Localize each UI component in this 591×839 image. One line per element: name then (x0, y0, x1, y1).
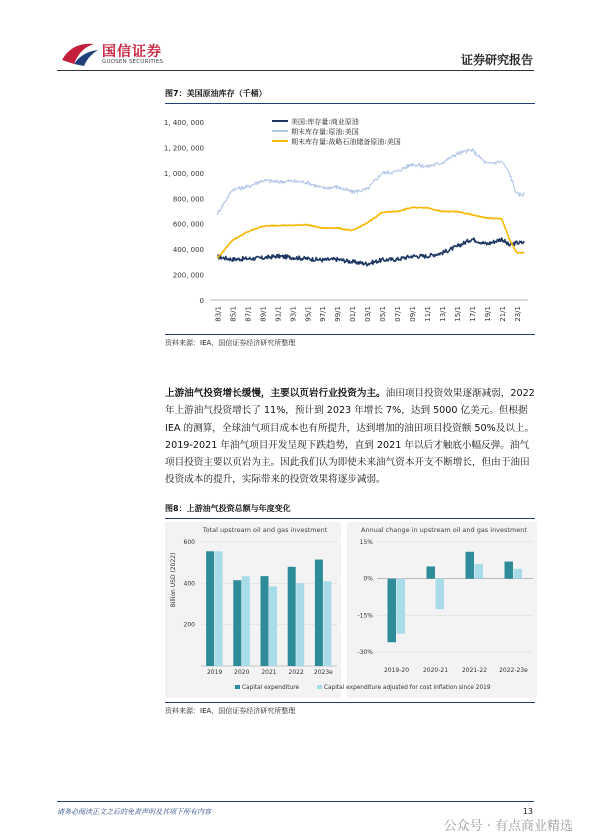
y-tick-label: 600 (183, 539, 195, 546)
figure7-source: 资料来源：IEA，国信证券经济研究所整理 (165, 339, 296, 347)
x-tick-label: 21/1 (498, 306, 507, 322)
bar (505, 562, 514, 579)
x-tick-label: 83/1 (214, 306, 223, 322)
bar (388, 579, 397, 643)
x-tick-label: 95/1 (304, 306, 313, 322)
bar (233, 580, 241, 666)
legend-swatch (317, 685, 322, 689)
x-tick-label: 99/1 (334, 306, 343, 322)
bar (436, 579, 445, 610)
legend-label: Capital expenditure adjusted for cost inflation since 2019 (324, 685, 491, 691)
legend-label: 期末库存量:原油:美国 (291, 128, 359, 136)
x-tick-label: 87/1 (244, 306, 253, 322)
x-tick-label: 2020 (234, 669, 250, 676)
figure7-bottom-rule (165, 334, 535, 335)
x-tick-label: 93/1 (289, 306, 298, 322)
x-tick-label: 2022-23e (499, 667, 528, 674)
x-tick-label: 07/1 (394, 306, 403, 322)
y-tick-label: -30% (357, 649, 373, 656)
page-number: 13 (522, 807, 533, 816)
y-tick-label: 0 (199, 297, 204, 305)
x-tick-label: 11/1 (423, 306, 432, 322)
x-tick-label: 85/1 (229, 306, 238, 322)
y-tick-label: 0% (363, 575, 373, 583)
x-tick-label: 2019 (206, 669, 223, 676)
legend-label: 美国:库存量:商业原油 (291, 118, 359, 126)
figure7-title-rule (165, 103, 535, 104)
figure8-source: 资料来源：IEA，国信证券经济研究所整理 (165, 707, 296, 715)
header-divider (57, 70, 534, 71)
bar (315, 560, 323, 666)
figure8-bar-charts (165, 522, 537, 698)
body-paragraph (165, 385, 535, 489)
bar (514, 569, 523, 579)
paragraph-lead: 上游油气投资增长缓慢，主要以页岩行业投资为主。 (165, 388, 386, 399)
y-tick-label: 400, 000 (172, 246, 204, 255)
x-tick-label: 19/1 (483, 306, 492, 322)
x-tick-label: 15/1 (453, 306, 462, 322)
x-tick-label: 13/1 (438, 306, 447, 322)
y-tick-label: 400 (183, 580, 195, 588)
bar (242, 576, 250, 666)
legend-swatch (235, 685, 240, 689)
y-tick-label: 600, 000 (172, 220, 204, 229)
x-tick-label: 09/1 (409, 306, 418, 322)
x-tick-label: 23/1 (513, 306, 522, 322)
x-tick-label: 03/1 (364, 306, 373, 322)
x-tick-label: 01/1 (349, 306, 358, 322)
x-tick-label: 97/1 (319, 306, 328, 322)
series-line (218, 149, 525, 215)
x-tick-label: 2021-22 (461, 667, 488, 674)
x-tick-label: 05/1 (379, 306, 388, 322)
bar (269, 586, 277, 666)
y-tick-label: 1, 200, 000 (163, 144, 204, 153)
left-chart-title: Total upstream oil and gas investment (202, 526, 328, 534)
bar (206, 551, 214, 666)
right-chart-title: Annual change in upstream oil and gas investment (361, 526, 527, 534)
x-tick-label: 2022 (288, 669, 304, 676)
y-tick-label: 200, 000 (172, 271, 204, 280)
guosen-logo-mark (60, 38, 100, 68)
x-tick-label: 17/1 (468, 306, 477, 322)
bar (261, 576, 269, 666)
y-tick-label: 200 (183, 621, 195, 629)
legend-label: 期末库存量:战略石油储备原油:美国 (291, 138, 401, 146)
figure7-line-chart (160, 106, 535, 334)
bar (323, 581, 331, 666)
footer-divider (57, 801, 534, 802)
bar (397, 579, 406, 634)
x-tick-label: 91/1 (274, 306, 283, 322)
bar (466, 552, 475, 579)
figure8-title-rule (165, 518, 535, 519)
x-tick-label: 2019-20 (383, 667, 410, 674)
y-tick-label: 1, 400, 000 (163, 119, 204, 127)
left-chart-ylabel: Billion USD (2022) (170, 552, 177, 608)
figure7-title: 图7：美国原油库存（千桶） (165, 89, 267, 98)
legend-label: Capital expenditure (242, 685, 300, 691)
paragraph-text: 油田项目投资效果逐渐减弱，2022 年上游油气投资增长了 11%，预计到 2023 年增长 7%，达到 5000 亿美元。但根据 IEA 的测算，全球油气项目成本也有所提升，达到增加的油田项目投资额 50%及以上。2019-2021 年油气项目开发呈现下跌趋势，直到 2021 年以后才触底小幅反弹。油气项目投资主要以页岩为主。因此我们认为即使未来油气资本开支不断增长，但由于油田投资成本的提升，实际带来的投资效果将逐步减弱。 (165, 388, 535, 486)
y-tick-label: -15% (357, 612, 373, 620)
y-tick-label: 1, 000, 000 (163, 169, 204, 178)
logo-chinese: 国信证券 (102, 44, 162, 60)
x-tick-label: 2021 (261, 669, 277, 676)
bar (288, 567, 296, 666)
series-line (218, 238, 525, 266)
watermark: 公众号 · 有点商业精选 (443, 819, 573, 834)
series-line (218, 207, 525, 258)
y-tick-label: 15% (359, 539, 373, 546)
bar (215, 551, 223, 666)
bar (427, 566, 436, 578)
figure8-bottom-rule (165, 702, 535, 703)
x-tick-label: 89/1 (259, 306, 268, 322)
disclaimer-link[interactable]: 请务必阅读正文之后的免责声明及其项下所有内容 (57, 808, 211, 816)
bar (475, 564, 484, 579)
figure8-title: 图8：上游油气投资总额与年度变化 (165, 504, 291, 513)
x-tick-label: 2023e (313, 669, 333, 676)
logo-english: GUOSEN SECURITIES (102, 59, 164, 65)
report-type-title: 证券研究报告 (460, 53, 533, 67)
x-tick-label: 2020-21 (422, 667, 449, 674)
y-tick-label: 800, 000 (172, 195, 204, 204)
bar (296, 583, 304, 666)
